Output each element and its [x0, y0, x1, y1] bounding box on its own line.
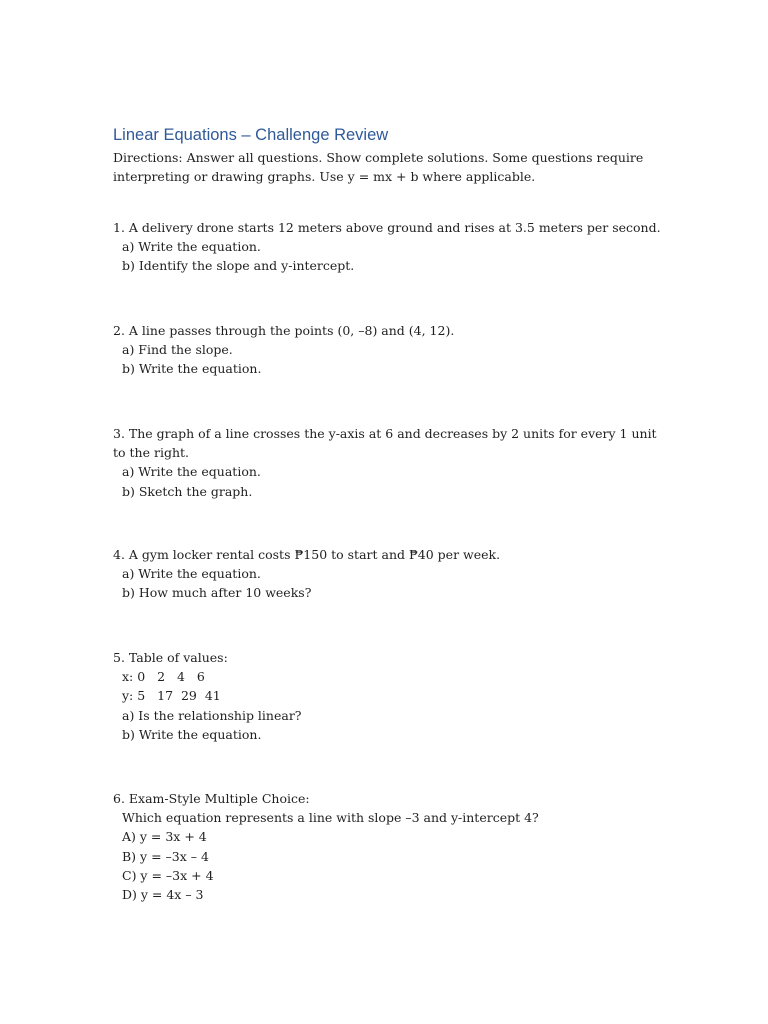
question-6-choice-a: A) y = 3x + 4 [122, 829, 207, 845]
question-6-prompt: Which equation represents a line with slope –3 and y-intercept 4? [122, 810, 539, 826]
question-1 [113, 218, 661, 276]
question-5-stem: 5. Table of values: [113, 650, 228, 665]
question-6-choice-c: C) y = –3x + 4 [122, 867, 214, 883]
question-5 [113, 648, 658, 744]
question-4 [113, 545, 658, 603]
question-3-part-b: b) Sketch the graph. [122, 483, 253, 499]
question-6 [113, 789, 658, 904]
question-2-part-b: b) Write the equation. [122, 361, 262, 377]
question-5-part-b: b) Write the equation. [122, 726, 262, 742]
directions-text: Directions: Answer all questions. Show complete solutions. Some questions require interpreting or drawing graphs. Use y = mx + b where applicable. [113, 150, 644, 185]
question-4-stem: 4. A gym locker rental costs ₱150 to start and ₱40 per week. [113, 547, 501, 562]
question-2 [113, 321, 658, 379]
question-4-part-b: b) How much after 10 weeks? [122, 585, 312, 601]
question-3-part-a: a) Write the equation. [122, 464, 261, 480]
question-5-y-values: y: 5 17 29 41 [122, 688, 221, 704]
question-6-stem: 6. Exam-Style Multiple Choice: [113, 791, 310, 806]
question-5-part-a: a) Is the relationship linear? [122, 707, 302, 723]
question-6-choice-d: D) y = 4x – 3 [122, 887, 204, 903]
question-2-part-a: a) Find the slope. [122, 342, 233, 358]
question-3-stem: 3. The graph of a line crosses the y-axis at 6 and decreases by 2 units for every 1 unit to the right. [113, 426, 657, 461]
question-1-part-b: b) Identify the slope and y-intercept. [122, 258, 355, 274]
document-title: Linear Equations – Challenge Review [113, 126, 389, 144]
question-1-part-a: a) Write the equation. [122, 239, 261, 255]
question-3 [113, 424, 658, 501]
question-1-stem: 1. A delivery drone starts 12 meters above ground and rises at 3.5 meters per second. [113, 220, 661, 235]
question-4-part-a: a) Write the equation. [122, 566, 261, 582]
question-5-x-values: x: 0 2 4 6 [122, 669, 205, 685]
question-2-stem: 2. A line passes through the points (0, –8) and (4, 12). [113, 323, 455, 338]
question-6-choice-b: B) y = –3x – 4 [122, 848, 209, 864]
